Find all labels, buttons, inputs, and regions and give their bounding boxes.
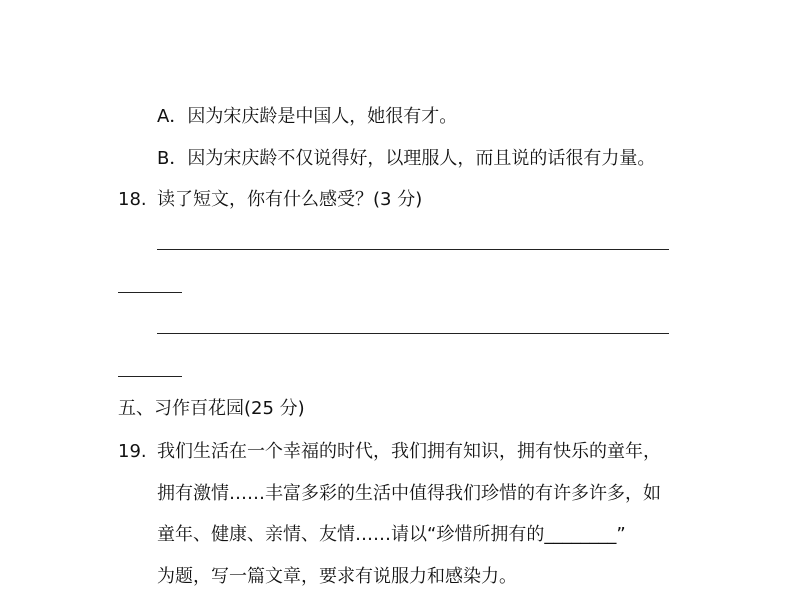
question-18-number: 18. xyxy=(118,189,147,210)
question-19-line-3: 童年、健康、亲情、友情……请以“珍惜所拥有的________” xyxy=(157,524,626,545)
question-19-line-4: 为题，写一篇文章，要求有说服力和感染力。 xyxy=(157,566,517,587)
question-19-line-2: 拥有激情……丰富多彩的生活中值得我们珍惜的有许多许多，如 xyxy=(157,483,661,504)
answer-line-1[interactable] xyxy=(157,249,669,250)
answer-line-2-continued[interactable] xyxy=(118,376,182,377)
answer-line-1-continued[interactable] xyxy=(118,292,182,293)
option-b: B．因为宋庆龄不仅说得好，以理服人，而且说的话很有力量。 xyxy=(157,148,656,169)
section-5-title: 五、习作百花园(25 分) xyxy=(118,398,305,419)
option-a: A．因为宋庆龄是中国人，她很有才。 xyxy=(157,106,458,127)
question-19-number: 19. xyxy=(118,441,147,462)
question-19-line-1: 我们生活在一个幸福的时代，我们拥有知识，拥有快乐的童年， xyxy=(157,441,661,462)
answer-line-2[interactable] xyxy=(157,333,669,334)
question-18-text: 读了短文，你有什么感受？(3 分) xyxy=(157,189,423,210)
